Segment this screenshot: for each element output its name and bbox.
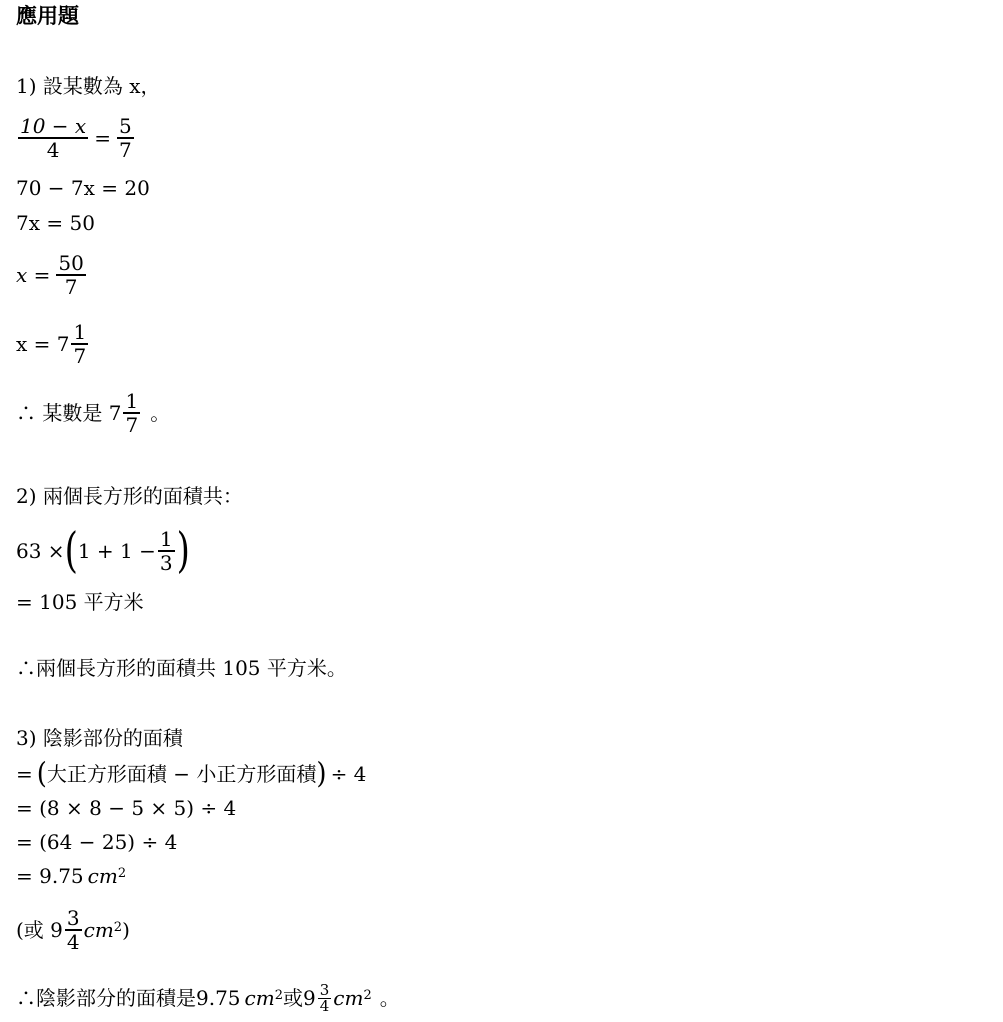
q1-eq4 xyxy=(16,249,88,301)
q3-line3 xyxy=(16,830,177,854)
q1-eq3 xyxy=(16,211,95,235)
q3-concl-unit: cm xyxy=(244,986,275,1010)
q1-eq4-num: 50 xyxy=(58,251,84,275)
q3-l5-den: 4 xyxy=(66,930,80,954)
q3-intro xyxy=(16,726,183,750)
q3-concl-fraction xyxy=(318,980,332,1015)
q1-eq5-num: 1 xyxy=(73,320,87,344)
q1-eq4-lhs: x = xyxy=(16,263,51,287)
q2-intro xyxy=(16,484,243,508)
q3-concl-mid: 或9 xyxy=(282,986,316,1010)
q3-line1 xyxy=(16,757,367,791)
q3-concl-den: 4 xyxy=(319,996,330,1015)
q3-l5-prefix: (或 9 xyxy=(16,918,63,942)
page-title xyxy=(16,5,79,29)
q2-conclusion xyxy=(16,656,347,680)
q1-eq5-den: 7 xyxy=(73,344,87,368)
q3-l5-suffix: ) xyxy=(122,918,130,942)
q1-eq2-text: 70 − 7x = 20 xyxy=(16,176,150,200)
q2-close-paren: ) xyxy=(176,523,190,579)
q2-expr-prefix: 63 × xyxy=(16,539,65,563)
q2-expr-fraction xyxy=(158,528,175,574)
q3-l5-num: 3 xyxy=(66,906,80,930)
q3-l2-text: = (8 × 8 − 5 × 5) ÷ 4 xyxy=(16,796,237,820)
q3-conclusion: ∴陰影部分的面積是9.75 cm $^2$ 或9 $\frac{3}{4}$ cm $^2$ 。 xyxy=(16,980,400,1015)
q1-eq1-rhs-fraction xyxy=(117,115,134,161)
q1-intro-text: 1) 設某數為 x， xyxy=(16,74,161,98)
q2-concl-text: ∴兩個長方形的面積共 105 平方米。 xyxy=(16,656,347,680)
q3-l5-unit: cm xyxy=(83,918,114,942)
q2-expr-num: 1 xyxy=(159,527,173,551)
q3-l4-unit: cm xyxy=(87,864,118,888)
q2-expr-den: 3 xyxy=(159,551,173,575)
q3-line2 xyxy=(16,796,236,820)
q3-l5-fraction xyxy=(65,907,82,953)
q1-eq1-num: 10 − x xyxy=(20,114,87,138)
q3-l1-prefix: = xyxy=(16,762,33,786)
q3-line4: = 9.75 cm $^2$ xyxy=(16,864,127,888)
q1-eq4-fraction xyxy=(56,252,85,298)
q3-line5: (或 9 $\frac{3}{4}$ cm $^2$ ) xyxy=(16,906,130,954)
q3-concl-text: ∴陰影部分的面積是9.75 xyxy=(16,986,241,1010)
q2-intro-text: 2) 兩個長方形的面積共： xyxy=(16,484,243,508)
q3-concl-suffix: 。 xyxy=(379,986,400,1010)
q3-l3-text: = (64 − 25) ÷ 4 xyxy=(16,830,178,854)
q1-eq5-fraction xyxy=(71,321,88,367)
q1-eq1-den: 4 xyxy=(46,138,60,162)
q1-eq1-rnum: 5 xyxy=(118,114,132,138)
q2-result-text: = 105 平方米 xyxy=(16,590,144,614)
q1-concl-prefix: ∴ 某數是 7 xyxy=(16,401,122,425)
q1-concl-den: 7 xyxy=(125,413,139,437)
q1-eq1-rden: 7 xyxy=(118,138,132,162)
q1-eq5 xyxy=(16,318,90,370)
q1-eq1 xyxy=(16,112,136,164)
q2-open-paren: ( xyxy=(64,523,78,579)
q1-eq4-den: 7 xyxy=(64,275,78,299)
q2-expr-inner: 1 + 1 − xyxy=(77,539,156,563)
q1-conclusion xyxy=(16,387,170,439)
q1-intro xyxy=(16,74,161,98)
heading-text: 應用題 xyxy=(16,5,79,28)
q3-l1-inner: 大正方形面積 − 小正方形面積 xyxy=(46,762,317,786)
q1-concl-num: 1 xyxy=(125,389,139,413)
q3-l1-suffix: ÷ 4 xyxy=(330,762,367,786)
q2-result xyxy=(16,590,144,614)
q1-eq3-text: 7x = 50 xyxy=(16,211,95,235)
q3-l4-text: = 9.75 xyxy=(16,864,84,888)
q1-eq1-lhs-fraction xyxy=(18,115,88,161)
q2-expression xyxy=(16,524,190,578)
q3-concl-num: 3 xyxy=(319,980,330,999)
q3-intro-text: 3) 陰影部份的面積 xyxy=(16,726,183,750)
q1-eq5-lhs: x = 7 xyxy=(16,332,70,356)
q1-concl-suffix: 。 xyxy=(150,401,171,425)
q3-l1-open-paren: ( xyxy=(36,757,47,791)
q3-concl-unit2: cm xyxy=(333,986,364,1010)
q3-l1-close-paren: ) xyxy=(316,757,327,791)
q1-eq2 xyxy=(16,176,150,200)
q1-concl-fraction xyxy=(123,390,140,436)
q1-eq1-equals: = xyxy=(94,126,111,150)
